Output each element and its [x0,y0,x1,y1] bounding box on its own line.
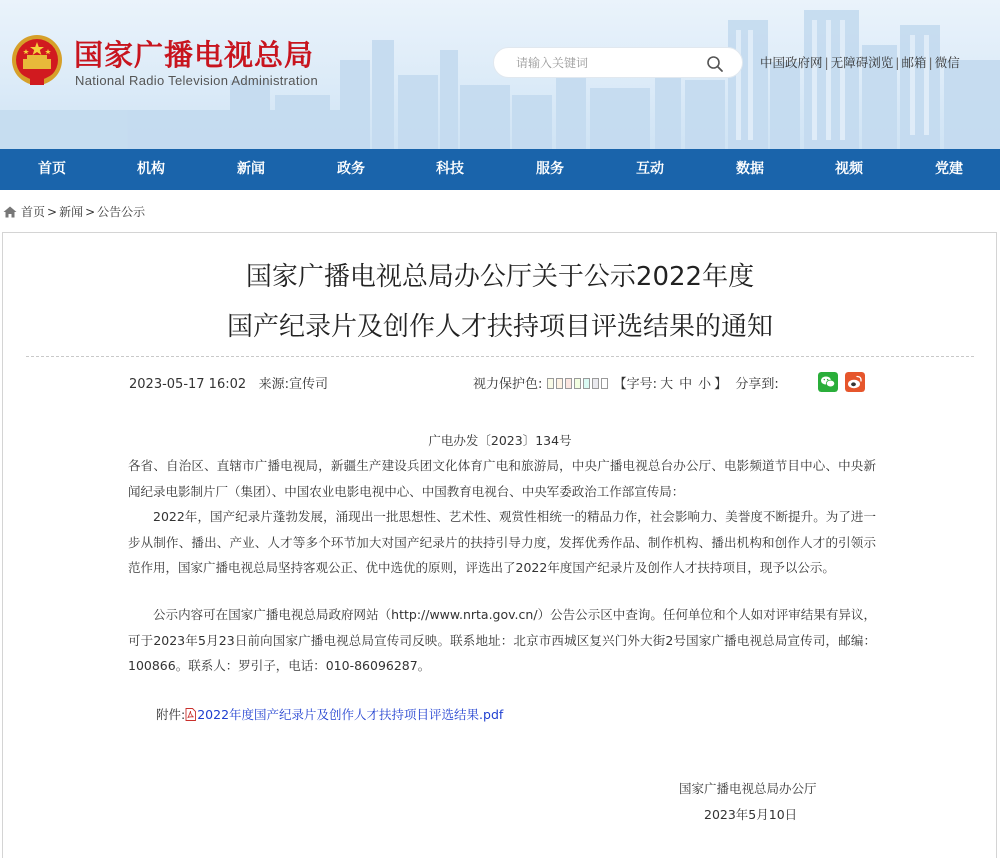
main-nav [0,149,1000,190]
eye-care-swatch-1[interactable] [547,378,554,389]
separator: | [895,55,900,70]
breadcrumb-home[interactable]: 首页 [21,205,46,219]
nav-item-party-building[interactable]: 党建 [935,161,963,177]
wechat-share-icon[interactable] [818,372,838,392]
eye-care-swatch-2[interactable] [556,378,563,389]
article-title-line1: 国家广播电视总局办公厅关于公示2022年度 [245,262,755,292]
source-value: 宣传司 [288,377,328,392]
link-gov-cn[interactable]: 中国政府网 [760,55,823,70]
attachment [156,705,503,723]
site-name-english: National Radio Television Administration [75,73,318,88]
signature-date: 2023年5月10日 [704,807,798,822]
share-label: 分享到: [735,377,779,392]
nav-item-video[interactable]: 视频 [835,161,863,177]
source-label: 来源: [258,377,289,392]
eye-care-swatch-5[interactable] [583,378,590,389]
font-size-bracket-open: 【字号: [613,377,658,392]
eye-care-label: 视力保护色: [473,377,543,392]
breadcrumb-separator: > [47,204,58,219]
attachment-label: 附件: [156,707,186,722]
search-input[interactable] [516,54,706,72]
title-divider [26,356,974,357]
search-icon[interactable] [706,55,724,73]
separator: | [928,55,933,70]
eye-care-swatch-4[interactable] [574,378,581,389]
national-emblem-icon [10,33,64,89]
font-size-small[interactable]: 小 [698,377,712,392]
breadcrumb-announcements[interactable]: 公告公示 [97,205,146,219]
nav-item-news[interactable]: 新闻 [237,161,265,177]
link-mailbox[interactable]: 邮箱 [901,55,927,70]
site-name[interactable]: 国家广播电视总局 [74,38,315,72]
separator: | [824,55,829,70]
article-paragraph-contact: 公示内容可在国家广播电视总局政府网站（http://www.nrta.gov.cn/）公告公示区中查询。任何单位和个人如对评审结果有异议，可于2023年5月23日前向国家广播电视总局宣传司反映。联系地址：北京市西城区复兴门外大街2号国家广播电视总局宣传司，邮编：100866。联系人：罗引子，电话：010-86096287。 [128,607,876,673]
site-header [0,0,1000,149]
pdf-file-icon [185,708,196,721]
article-paragraph-body: 2022年，国产纪录片蓬勃发展，涌现出一批思想性、艺术性、观赏性相统一的精品力作，社会影响力、美誉度不断提升。为了进一步从制作、播出、产业、人才等多个环节加大对国产纪录片的扶持引导力度，发挥优秀作品、制作机构、播出机构和创作人才的引领示范作用，国家广播电视总局坚持客观公正、优中选优的原则，评选出了2022年度国产纪录片及创作人才扶持项目，现予以公示。 [128,509,876,575]
font-size-large[interactable]: 大 [660,377,674,392]
article-title-line2: 国产纪录片及创作人才扶持项目评选结果的通知 [226,312,773,342]
eye-care-swatch-6[interactable] [592,378,599,389]
search-box [493,47,743,78]
font-size-medium[interactable]: 中 [679,377,693,392]
attachment-link[interactable]: 2022年度国产纪录片及创作人才扶持项目评选结果.pdf [197,707,504,722]
nav-item-data[interactable]: 数据 [736,161,764,177]
weibo-share-icon[interactable] [845,372,865,392]
breadcrumb-news[interactable]: 新闻 [59,205,84,219]
nav-item-government-affairs[interactable]: 政务 [337,161,365,177]
breadcrumb [3,203,145,220]
eye-care-swatch-7[interactable] [601,378,608,389]
eye-care-swatch-3[interactable] [565,378,572,389]
article-meta [129,373,328,392]
breadcrumb-separator: > [85,204,96,219]
reading-tools [473,373,779,392]
publish-datetime: 2023-05-17 16:02 [129,377,247,392]
nav-item-technology[interactable]: 科技 [436,161,464,177]
link-accessibility[interactable]: 无障碍浏览 [830,55,894,70]
signature-organization: 国家广播电视总局办公厅 [679,781,817,796]
link-wechat[interactable]: 微信 [934,55,960,70]
article-paragraph-recipients: 各省、自治区、直辖市广播电视局，新疆生产建设兵团文化体育广电和旅游局，中央广播电视总台办公厅、电影频道节目中心、中央新闻纪录电影制片厂（集团）、中国农业电影电视中心、中国教育电视台、中央军委政治工作部宣传局： [128,458,876,499]
nav-item-services[interactable]: 服务 [536,161,564,177]
font-size-bracket-close: 】 [714,377,728,392]
nav-item-interaction[interactable]: 互动 [636,161,664,177]
nav-item-home[interactable]: 首页 [38,161,66,177]
top-links [760,53,960,71]
document-number: 广电办发〔2023〕134号 [428,433,572,448]
home-icon [3,206,17,218]
nav-item-organization[interactable]: 机构 [137,161,165,177]
eye-care-swatches [547,377,610,392]
